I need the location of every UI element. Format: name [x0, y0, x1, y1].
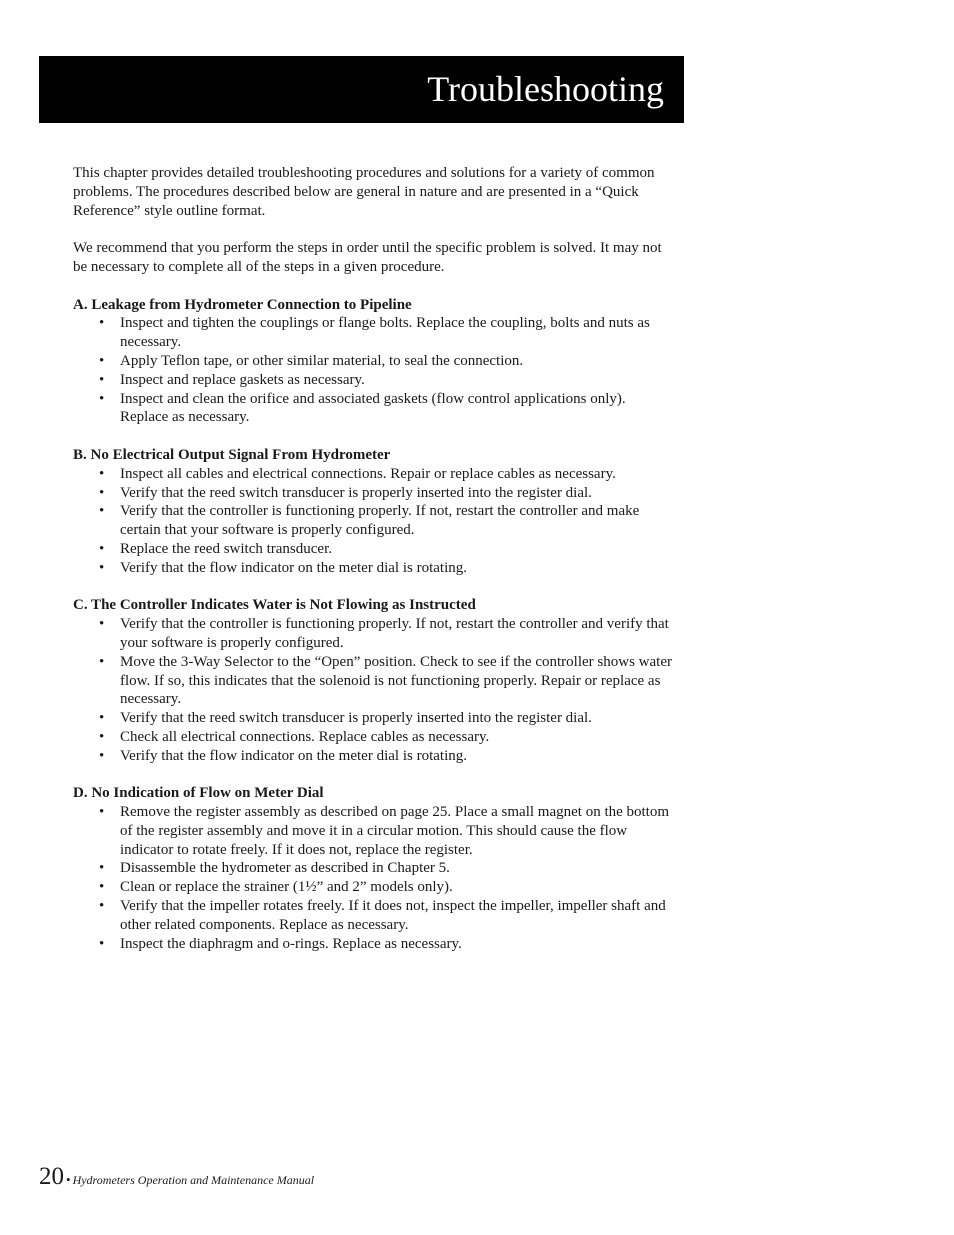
bullet-icon: •	[99, 728, 105, 745]
list-item	[73, 709, 673, 728]
list-item-text: Verify that the flow indicator on the meter dial is rotating.	[120, 747, 467, 764]
bullet-icon: •	[99, 935, 105, 952]
bullet-icon: •	[99, 390, 105, 407]
list-item-text: Inspect and replace gaskets as necessary.	[120, 371, 365, 388]
list-item-text: Clean or replace the strainer (1½” and 2” models only).	[120, 879, 453, 896]
section-b-no-signal	[73, 446, 673, 578]
list-item-text: Inspect the diaphragm and o-rings. Replace as necessary.	[120, 935, 462, 952]
list-item	[73, 859, 673, 878]
bullet-list	[73, 314, 673, 427]
list-item-text: Inspect all cables and electrical connections. Repair or replace cables as necessary.	[120, 465, 616, 482]
list-item	[73, 314, 673, 352]
list-item	[73, 371, 673, 390]
list-item-text: Move the 3-Way Selector to the “Open” position. Check to see if the controller shows water flow. If so, this indicates that the solenoid is not functioning properly. Repair or replace as necessary.	[120, 653, 672, 708]
bullet-icon: •	[99, 352, 105, 369]
list-item	[73, 728, 673, 747]
manual-title: Hydrometers Operation and Maintenance Manual	[72, 1173, 315, 1187]
bullet-icon: •	[99, 616, 105, 633]
list-item-text: Verify that the controller is functioning properly. If not, restart the controller and make certain that your software is properly configured.	[120, 503, 640, 539]
list-item-text: Inspect and clean the orifice and associated gaskets (flow control applications only). Replace as necessary.	[120, 390, 626, 426]
list-item-text: Inspect and tighten the couplings or flange bolts. Replace the coupling, bolts and nuts as necessary.	[120, 315, 650, 351]
list-item-text: Apply Teflon tape, or other similar material, to seal the connection.	[120, 352, 524, 369]
bullet-icon: •	[99, 898, 105, 915]
list-item	[73, 502, 673, 540]
list-item-text: Check all electrical connections. Replace cables as necessary.	[120, 728, 490, 745]
list-item	[73, 352, 673, 371]
page-content	[73, 164, 673, 972]
bullet-icon: •	[99, 465, 105, 482]
list-item	[73, 878, 673, 897]
chapter-title: Troubleshooting	[427, 69, 664, 109]
list-item	[73, 747, 673, 766]
bullet-icon: •	[99, 484, 105, 501]
list-item	[73, 897, 673, 935]
footer-separator: •	[66, 1172, 71, 1187]
list-item	[73, 615, 673, 653]
bullet-icon: •	[99, 503, 105, 520]
list-item-text: Verify that the impeller rotates freely. If it does not, inspect the impeller, impeller shaft and other related components. Replace as necessary.	[120, 898, 666, 933]
intro-paragraph: We recommend that you perform the steps in order until the specific problem is solved. It may not be necessary to complete all of the steps in a given procedure.	[73, 240, 662, 275]
bullet-list	[73, 803, 673, 953]
section-heading: C. The Controller Indicates Water is Not Flowing as Instructed	[73, 597, 476, 614]
section-d-no-flow	[73, 784, 673, 953]
list-item	[73, 465, 673, 484]
bullet-list	[73, 465, 673, 578]
bullet-icon: •	[99, 559, 105, 576]
list-item-text: Verify that the flow indicator on the meter dial is rotating.	[120, 559, 467, 576]
bullet-icon: •	[99, 879, 105, 896]
bullet-icon: •	[99, 747, 105, 764]
section-heading: D. No Indication of Flow on Meter Dial	[73, 785, 324, 802]
bullet-icon: •	[99, 653, 105, 670]
section-c-controller	[73, 596, 673, 765]
bullet-icon: •	[99, 315, 105, 332]
list-item	[73, 559, 673, 578]
bullet-icon: •	[99, 371, 105, 388]
intro-paragraph: This chapter provides detailed troubleshooting procedures and solutions for a variety of common problems. The procedures described below are general in nature and are presented in a “Quick Reference” style outline format.	[73, 165, 655, 219]
list-item-text: Verify that the controller is functioning properly. If not, restart the controller and verify that your software is properly configured.	[120, 616, 669, 651]
list-item-text: Disassemble the hydrometer as described in Chapter 5.	[120, 860, 450, 877]
page-footer	[39, 1162, 314, 1192]
section-a-leakage	[73, 296, 673, 428]
list-item-text: Verify that the reed switch transducer is properly inserted into the register dial.	[120, 484, 592, 501]
bullet-icon: •	[99, 540, 105, 557]
section-heading: A. Leakage from Hydrometer Connection to Pipeline	[73, 296, 412, 313]
list-item	[73, 390, 673, 428]
bullet-icon: •	[99, 804, 105, 821]
list-item	[73, 653, 673, 709]
list-item-text: Verify that the reed switch transducer is properly inserted into the register dial.	[120, 710, 592, 727]
bullet-list	[73, 615, 673, 765]
page-number: 20	[39, 1163, 64, 1190]
bullet-icon: •	[99, 860, 105, 877]
list-item	[73, 484, 673, 503]
list-item	[73, 935, 673, 954]
bullet-icon: •	[99, 710, 105, 727]
list-item-text: Replace the reed switch transducer.	[120, 540, 332, 557]
section-heading: B. No Electrical Output Signal From Hydrometer	[73, 446, 391, 463]
list-item	[73, 540, 673, 559]
list-item-text: Remove the register assembly as described on page 25. Place a small magnet on the bottom of the register assembly and move it in a circular motion. This should cause the flow indicator to rotate freely. If it does not, replace the register.	[120, 804, 670, 858]
chapter-title-bar	[39, 56, 684, 123]
list-item	[73, 803, 673, 859]
